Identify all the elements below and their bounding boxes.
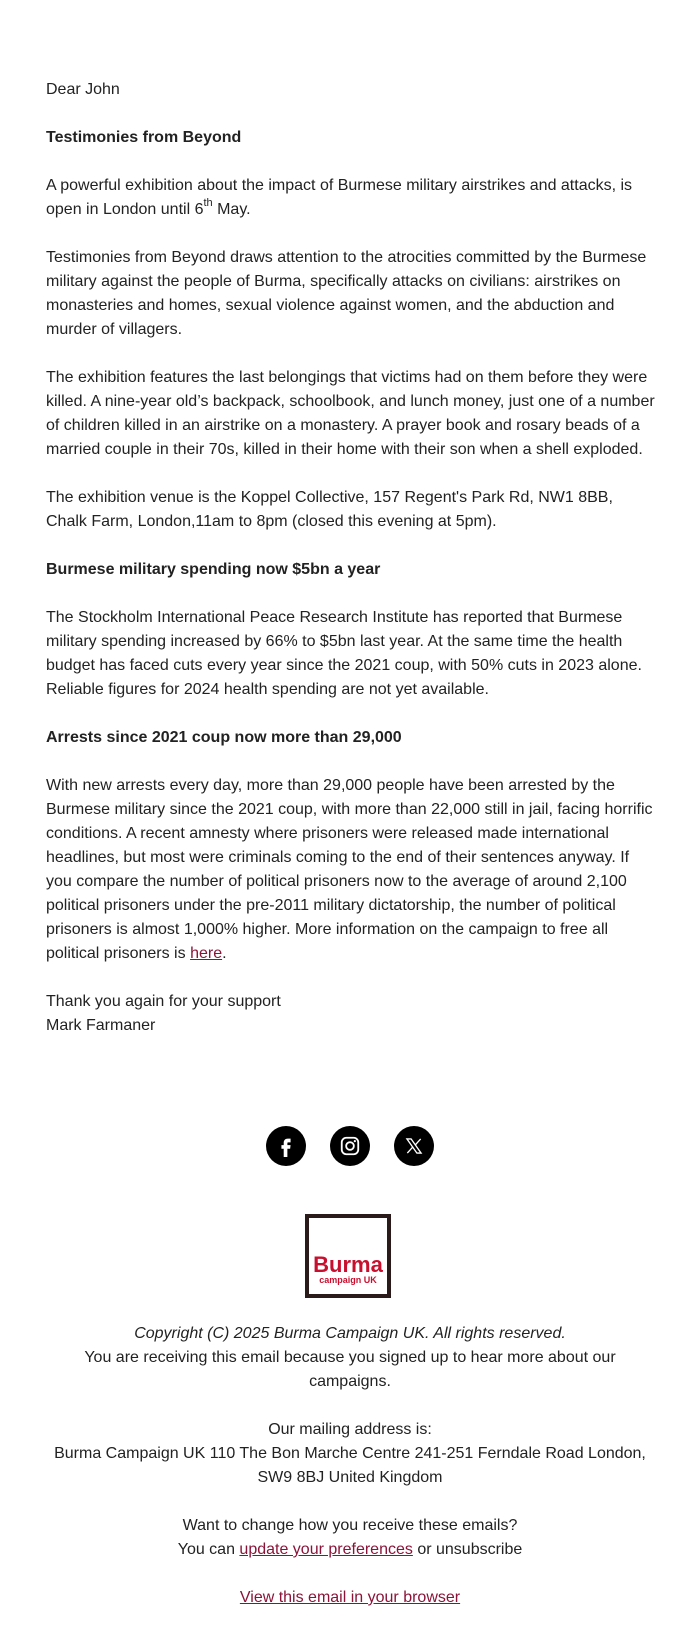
footer-notice bbox=[46, 1322, 654, 1394]
email-body bbox=[46, 78, 658, 1062]
signoff-thanks: Thank you again for your support bbox=[46, 993, 281, 1010]
logo-text-campaign: campaign UK bbox=[319, 1275, 377, 1285]
burma-campaign-logo bbox=[303, 1212, 393, 1300]
arrests-text-end: . bbox=[222, 945, 227, 962]
exhibition-venue: The exhibition venue is the Koppel Collective, 157 Regent's Park Rd, NW1 8BB, Chalk Farm, London,11am to 8pm (closed this evening at 5pm). bbox=[46, 489, 613, 530]
copyright-text: Copyright (C) 2025 Burma Campaign UK. All rights reserved. bbox=[134, 1325, 566, 1342]
logo-text-burma: Burma bbox=[313, 1252, 383, 1277]
social-links bbox=[0, 1126, 700, 1166]
mailing-address-block bbox=[46, 1418, 654, 1490]
arrests-paragraph bbox=[46, 774, 658, 966]
mailing-label: Our mailing address is: bbox=[268, 1421, 432, 1438]
greeting: Dear John bbox=[46, 81, 120, 98]
x-button[interactable] bbox=[394, 1126, 434, 1166]
change-prompt: Want to change how you receive these emails? bbox=[182, 1517, 518, 1534]
facebook-button[interactable] bbox=[266, 1126, 306, 1166]
section-heading-testimonies: Testimonies from Beyond bbox=[46, 129, 242, 146]
x-icon bbox=[404, 1136, 424, 1156]
section-heading-arrests: Arrests since 2021 coup now more than 29,000 bbox=[46, 729, 402, 746]
email-footer bbox=[46, 1322, 654, 1634]
instagram-icon bbox=[339, 1135, 361, 1157]
preferences-block bbox=[46, 1514, 654, 1562]
exhibition-description: Testimonies from Beyond draws attention to the atrocities committed by the Burmese military against the people of Burma, specifically attacks on civilians: airstrikes on monasteries and homes, sexual violence against women, and the abduction and murder of villagers. bbox=[46, 249, 647, 338]
update-preferences-link[interactable]: update your preferences bbox=[239, 1541, 413, 1558]
exhibition-intro bbox=[46, 174, 658, 222]
facebook-icon bbox=[275, 1135, 297, 1157]
signoff bbox=[46, 990, 658, 1038]
arrests-text: With new arrests every day, more than 29,000 people have been arrested by the Burmese military since the 2021 coup, with more than 22,000 still in jail, facing horrific conditions. A recent amnesty where prisoners were released made international headlines, but most were criminals coming to the end of their sentences anyway. If you compare the number of political prisoners now to the average of around 2,100 political prisoners under the pre-2011 military dictatorship, the number of political prisoners is almost 1,000% higher. More information on the campaign to free all political prisoners is bbox=[46, 777, 653, 962]
mailing-address: Burma Campaign UK 110 The Bon Marche Centre 241-251 Ferndale Road London, SW9 8BJ United Kingdom bbox=[54, 1445, 646, 1486]
view-in-browser-link[interactable]: View this email in your browser bbox=[239, 1589, 461, 1606]
spending-paragraph: The Stockholm International Peace Research Institute has reported that Burmese military spending increased by 66% to $5bn last year. At the same time the health budget has faced cuts every year since the 2021 coup, with 50% cuts in 2023 alone. Reliable figures for 2024 health spending are not yet available. bbox=[46, 609, 642, 698]
view-in-browser-block bbox=[46, 1586, 654, 1610]
instagram-button[interactable] bbox=[330, 1126, 370, 1166]
section-heading-spending: Burmese military spending now $5bn a year bbox=[46, 561, 381, 578]
intro-text: A powerful exhibition about the impact of Burmese military airstrikes and attacks, is open in London until 6 bbox=[46, 177, 633, 218]
exhibition-belongings: The exhibition features the last belongings that victims had on them before they were killed. A nine-year old’s backpack, schoolbook, and lunch money, just one of a number of children killed in an airstrike on a monastery. A prayer book and rosary beads of a married couple in their 70s, killed in their home with their son when a shell exploded. bbox=[46, 369, 655, 458]
here-link[interactable]: here bbox=[190, 945, 223, 962]
you-can-text: You can bbox=[177, 1541, 240, 1558]
signoff-name: Mark Farmaner bbox=[46, 1017, 156, 1034]
ordinal-suffix: th bbox=[203, 196, 213, 209]
unsubscribe-text: or unsubscribe bbox=[412, 1541, 523, 1558]
subscription-reason: You are receiving this email because you signed up to hear more about our campaigns. bbox=[84, 1349, 616, 1390]
intro-text-end: May. bbox=[212, 201, 251, 218]
